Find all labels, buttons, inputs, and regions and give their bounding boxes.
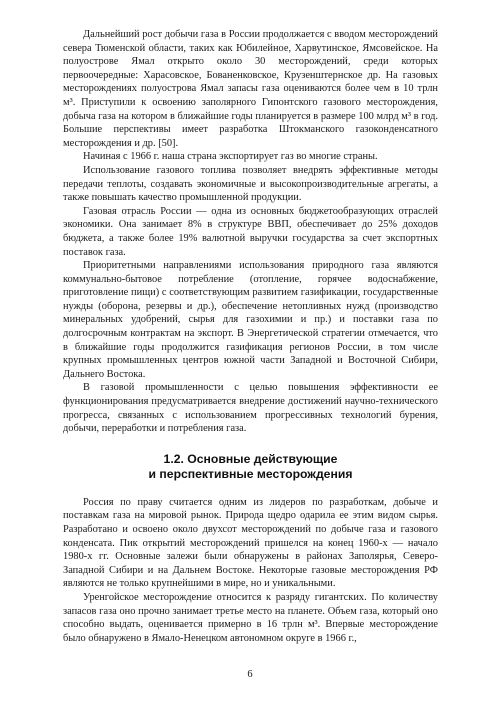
paragraph-urengoy: Уренгойское месторождение относится к разряду гигантских. По количеству запасов газа оно прочно занимает третье место на планете. Объем газа, который оно способно выдать, оценивается примерно в 16 трлн м³. Впервые месторождение было обнаружено в Ямало-Ненецком автономном округе в 1966 г.,	[63, 591, 438, 644]
page-number: 6	[247, 669, 253, 680]
paragraph-export-start: Начиная с 1966 г. наша страна экспортирует газ во многие страны.	[83, 151, 378, 163]
paragraph-priority-directions: Приоритетными направлениями использования природного газа являются коммунально-бытовое потребление (отопление, горячее водоснабжение, приготовление пищи) с соответствующим развитием газификации, государственные нужды (оборона, резервы и др.), обеспечение нетопливных нужд (производство минеральных удобрений, сырья для газохимии и пр.) и поставки газа по долгосрочным контрактам на экспорт. В Энергетической стратегии отмечается, что в ближайшие годы продолжится газификация регионов России, в том числе крупных промышленных центров южной части Западной и Восточной Сибири, Дальнего Востока.	[63, 260, 438, 380]
section-heading-line2: и перспективные месторождения	[148, 466, 353, 481]
paragraph-gas-industry-budget: Газовая отрасль России — одна из основных бюджетообразующих отраслей экономики. Она занимает 8% в структуре ВВП, обеспечивает до 25% доходов бюджета, а также более 19% валютной выручки государства за счет экспортных поставок газа.	[63, 205, 438, 258]
paragraph-gas-growth: Дальнейший рост добычи газа в России продолжается с вводом месторождений севера Тюменской области, таких как Юбилейное, Харвутинское, Ямсовейское. На полуострове Ямал открыто около 30 месторождений, среди которых первоочередные: Харасовское, Бованенковское, Крузенштернское др. На газовых месторождениях полуострова Ямал запасы газа оцениваются более чем в 10 трлн м³. Приступили к освоению заполярного Гипонтского газового месторождения, добыча газа на котором в ближайшие годы планируется в размере 100 млрд м³ в год. Большие перспективы имеет разработка Штокманского газоконденсатного месторождения и др. [50].	[63, 29, 438, 149]
section-heading	[63, 452, 438, 482]
paragraph-russia-leader: Россия по праву считается одним из лидеров по разработкам, добыче и поставкам газа на мировой рынок. Природа щедро одарила ее этим видом сырья. Разработано и освоено около двухсот месторождений по добыче газа и газового конденсата. Пик открытий месторождений пришелся на конец 1960-х — начало 1980-х гг. Основные залежи были обнаружены в районах Заполярья, Северо-Западной Сибири и на Дальнем Востоке. Некоторые газовые месторождения РФ являются не только крупнейшими в мире, но и уникальными.	[63, 496, 438, 590]
section-heading-line1: 1.2. Основные действующие	[163, 451, 338, 466]
paragraph-gas-fuel-use: Использование газового топлива позволяет внедрять эффективные методы передачи теплоты, создавать экономичные и высокопроизводительные агрегаты, а также повышать качество промышленной продукции.	[63, 164, 438, 204]
paragraph-efficiency: В газовой промышленности с целью повышения эффективности ее функционирования предусматривается внедрение достижений научно-технического прогресса, связанных с использованием прогрессивных технологий бурения, добычи, переработки и потребления газа.	[63, 382, 438, 435]
